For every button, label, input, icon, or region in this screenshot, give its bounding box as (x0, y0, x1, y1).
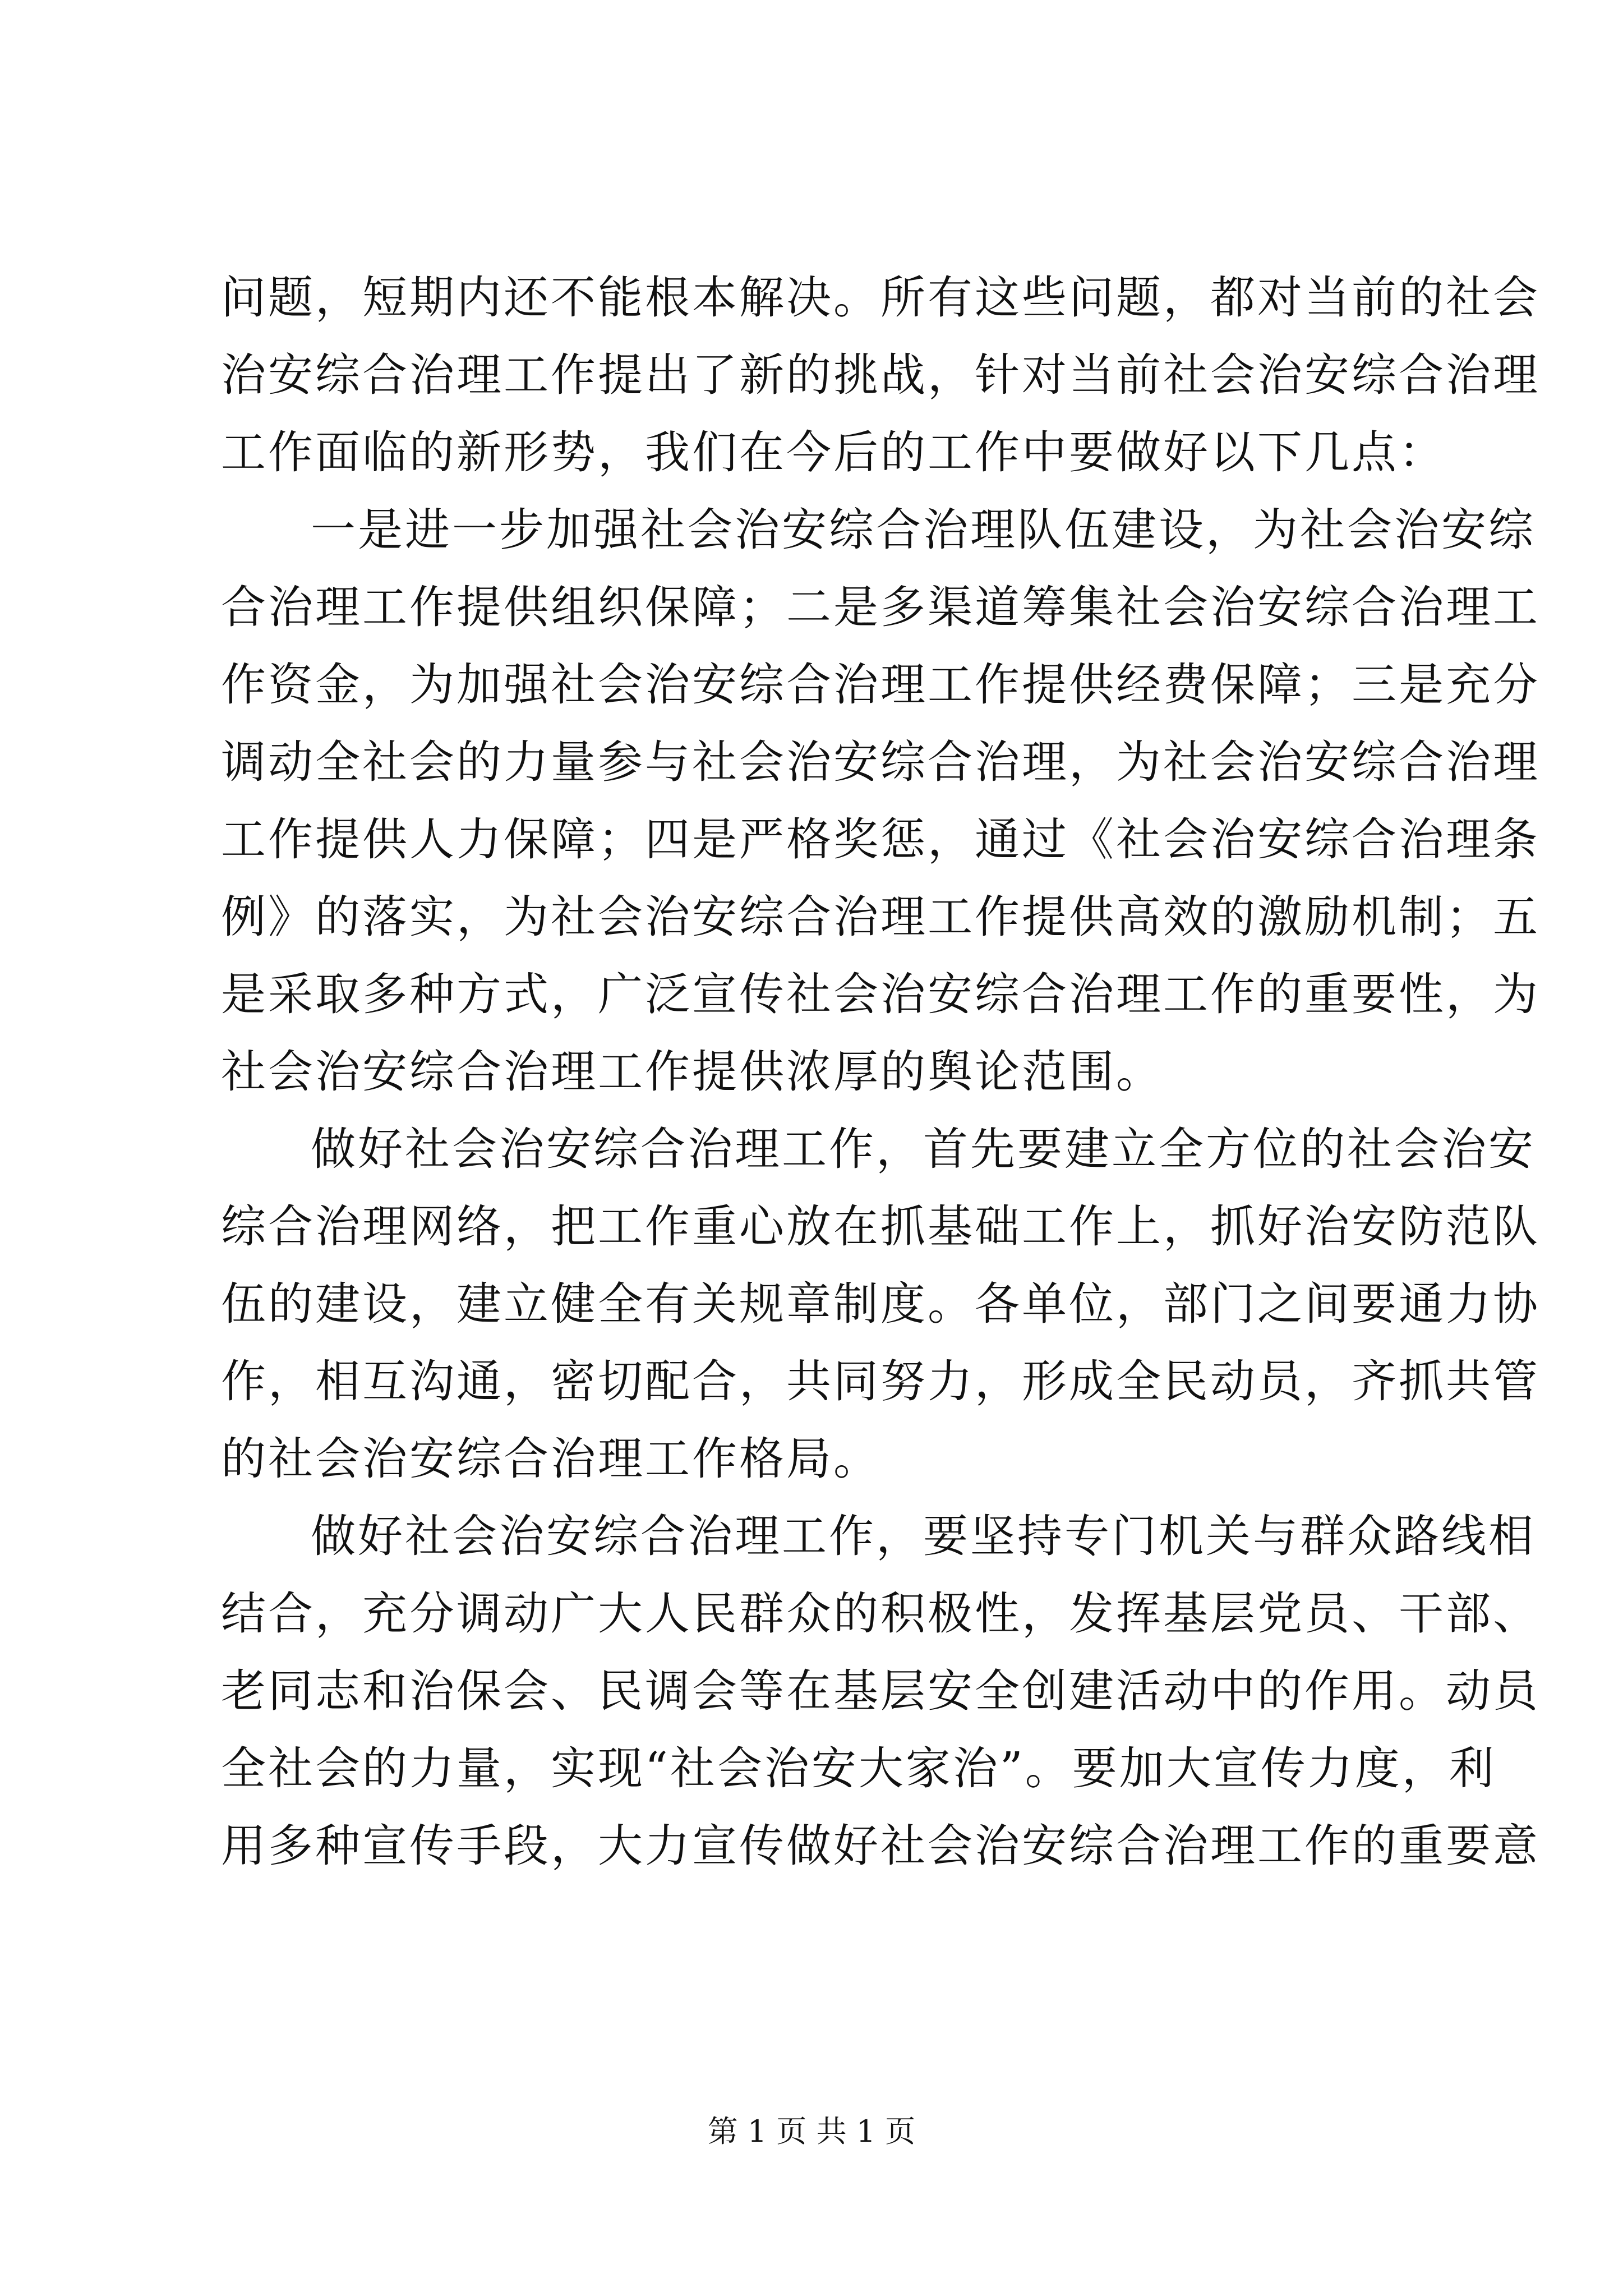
text-line: 全社会的力量，实现“社会治安大家治”。要加大宣传力度，利 (221, 1742, 1496, 1795)
document-body (221, 259, 1540, 1885)
text-line: 社会治安综合治理工作提供浓厚的舆论范围。 (221, 1046, 1163, 1098)
text-line: 一是进一步加强社会治安综合治理队伍建设，为社会治安综 (311, 504, 1536, 556)
text-line: 做好社会治安综合治理工作，要坚持专门机关与群众路线相 (311, 1510, 1536, 1562)
text-line: 作，相互沟通，密切配合，共同努力，形成全民动员，齐抓共管 (221, 1355, 1540, 1407)
text-line: 作资金，为加强社会治安综合治理工作提供经费保障；三是充分 (221, 659, 1540, 711)
text-line: 工作提供人力保障；四是严格奖惩，通过《社会治安综合治理条 (221, 813, 1540, 866)
paragraph-4 (221, 1498, 1540, 1885)
text-line: 问题，短期内还不能根本解决。所有这些问题，都对当前的社会 (221, 272, 1540, 324)
paragraph-3 (221, 1111, 1540, 1498)
text-line: 伍的建设，建立健全有关规章制度。各单位，部门之间要通力协 (221, 1278, 1540, 1330)
text-line: 工作面临的新形势，我们在今后的工作中要做好以下几点： (221, 426, 1446, 478)
text-line: 综合治理网络，把工作重心放在抓基础工作上，抓好治安防范队 (221, 1200, 1540, 1253)
text-line: 用多种宣传手段，大力宣传做好社会治安综合治理工作的重要意 (221, 1820, 1540, 1872)
page-number-footer: 第 1 页 共 1 页 (707, 2114, 916, 2149)
paragraph-1 (221, 259, 1540, 491)
paragraph-2 (221, 491, 1540, 1111)
text-line: 老同志和治保会、民调会等在基层安全创建活动中的作用。动员 (221, 1665, 1540, 1717)
text-line: 合治理工作提供组织保障；二是多渠道筹集社会治安综合治理工 (221, 581, 1540, 633)
text-line: 例》的落实，为社会治安综合治理工作提供高效的激励机制；五 (221, 891, 1540, 943)
text-line: 的社会治安综合治理工作格局。 (221, 1433, 880, 1485)
text-line: 调动全社会的力量参与社会治安综合治理，为社会治安综合治理 (221, 736, 1540, 788)
text-line: 结合，充分调动广大人民群众的积极性，发挥基层党员、干部、 (221, 1588, 1540, 1640)
text-line: 是采取多种方式，广泛宣传社会治安综合治理工作的重要性，为 (221, 968, 1540, 1020)
text-line: 治安综合治理工作提出了新的挑战，针对当前社会治安综合治理 (221, 349, 1540, 401)
text-line: 做好社会治安综合治理工作，首先要建立全方位的社会治安 (311, 1123, 1536, 1175)
